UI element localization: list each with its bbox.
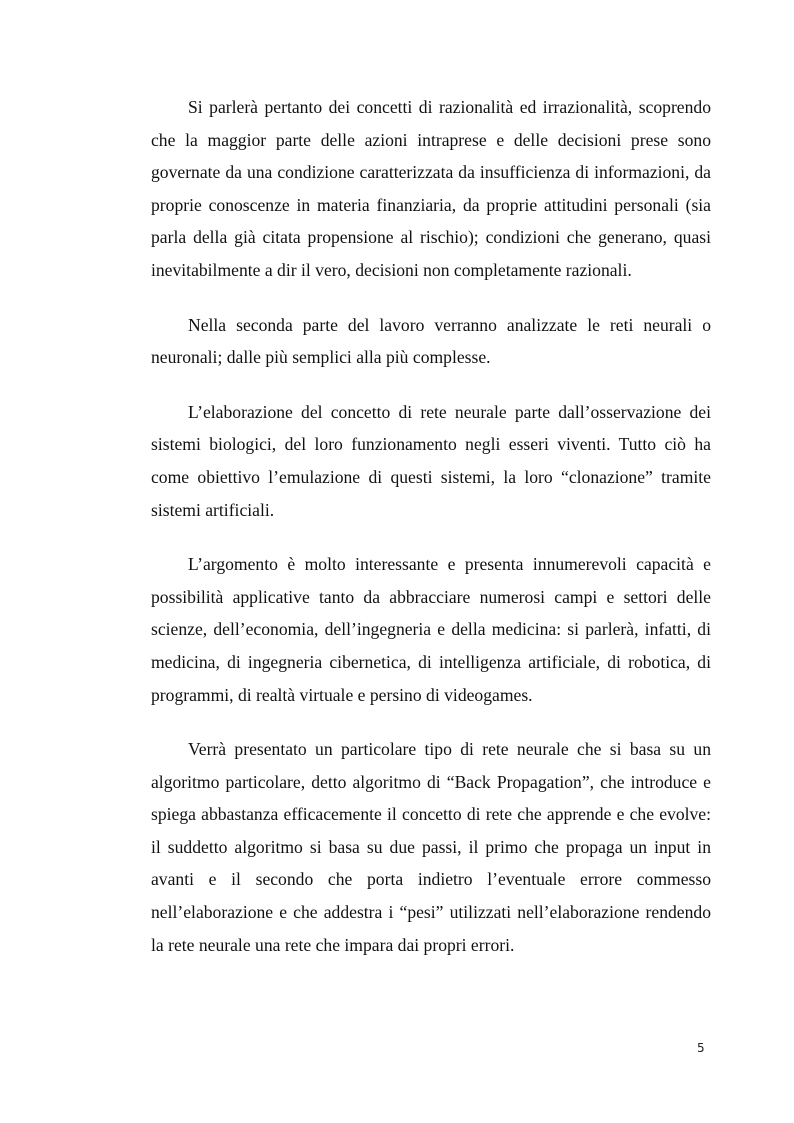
paragraph: Si parlerà pertanto dei concetti di razionalità ed irrazionalità, scoprendo che la maggior parte delle azioni intraprese e delle decisioni prese sono governate da una condizione caratterizzata da insufficienza di informazioni, da proprie conoscenze in materia finanziaria, da proprie attitudini personali (sia parla della già citata propensione al rischio); condizioni che generano, quasi inevitabilmente a dir il vero, decisioni non completamente razionali.	[151, 97, 711, 280]
page-number: 5	[697, 1041, 705, 1055]
paragraph: L’elaborazione del concetto di rete neurale parte dall’osservazione dei sistemi biologici, del loro funzionamento negli esseri viventi. Tutto ciò ha come obiettivo l’emulazione di questi sistemi, la loro “clonazione” tramite sistemi artificiali.	[151, 401, 711, 520]
body-text	[151, 91, 711, 983]
paragraph: L’argomento è molto interessante e presenta innumerevoli capacità e possibilità applicative tanto da abbracciare numerosi campi e settori delle scienze, dell’economia, dell’ingegneria e della medicina: si parlerà, infatti, di medicina, di ingegneria cibernetica, di intelligenza artificiale, di robotica, di programmi, di realtà virtuale e persino di videogames.	[151, 554, 711, 705]
paragraph: Verrà presentato un particolare tipo di rete neurale che si basa su un algoritmo particolare, detto algoritmo di “Back Propagation”, che introduce e spiega abbastanza efficacemente il concetto di rete che apprende e che evolve: il suddetto algoritmo si basa su due passi, il primo che propaga un input in avanti e il secondo che porta indietro l’eventuale errore commesso nell’elaborazione e che addestra i “pesi” utilizzati nell’elaborazione rendendo la rete neurale una rete che impara dai propri errori.	[151, 739, 711, 955]
paragraph: Nella seconda parte del lavoro verranno analizzate le reti neurali o neuronali; dalle più semplici alla più complesse.	[151, 314, 711, 368]
